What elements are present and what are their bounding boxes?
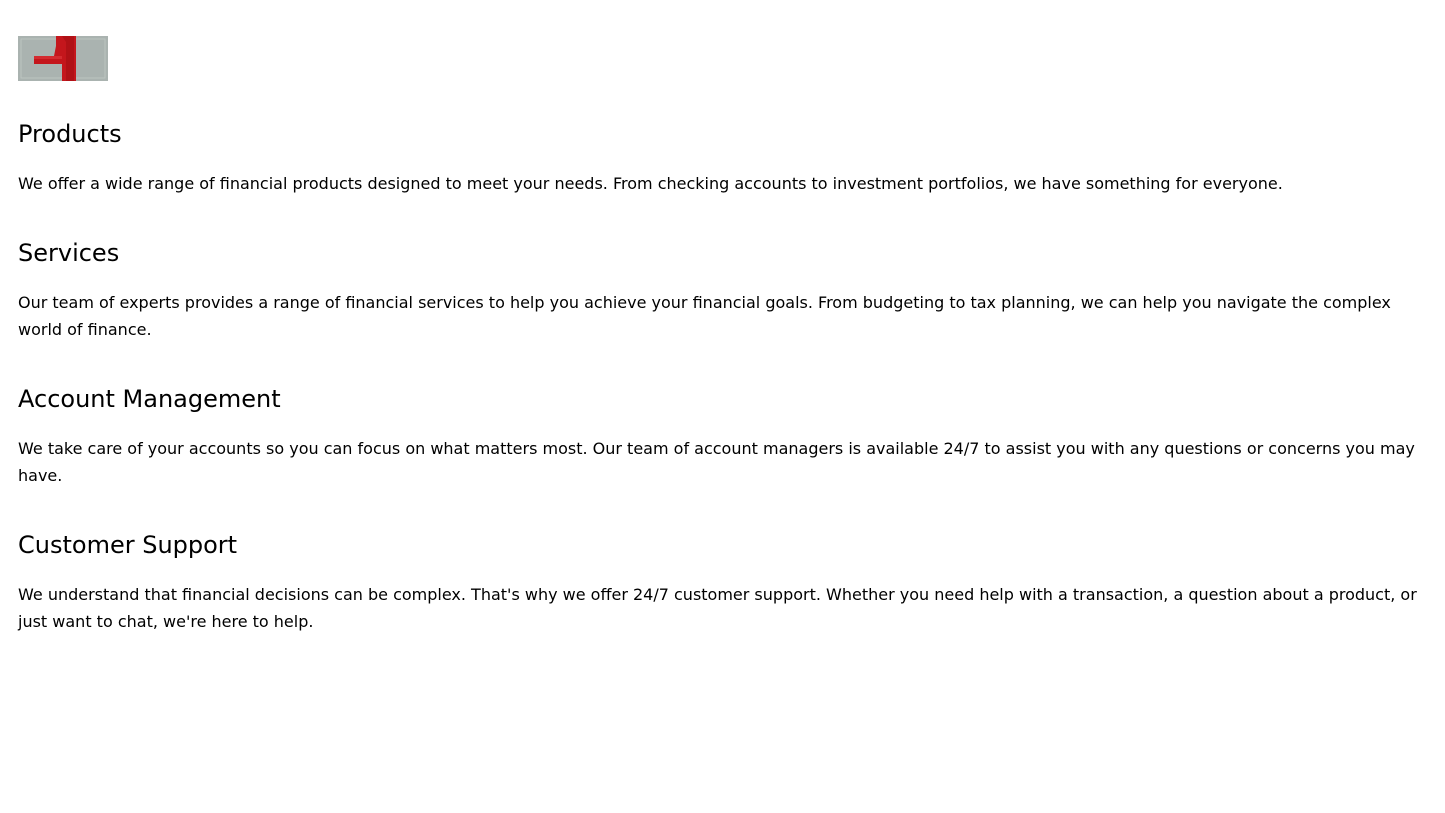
section-services (18, 238, 1427, 343)
section-title-customer-support: Customer Support (18, 531, 238, 559)
section-body-services: Our team of experts provides a range of financial services to help you achieve your financial goals. From budgeting to tax planning, we can help you navigate the complex world of finance. (18, 293, 1391, 339)
section-body-products: We offer a wide range of financial products designed to meet your needs. From checking accounts to investment portfolios, we have something for everyone. (18, 174, 1283, 193)
logo-image (18, 36, 108, 81)
section-title-products: Products (18, 120, 122, 148)
section-products (18, 119, 1427, 197)
section-account-management (18, 384, 1427, 489)
section-customer-support (18, 530, 1427, 635)
section-body-customer-support: We understand that financial decisions can be complex. That's why we offer 24/7 customer support. Whether you need help with a transaction, a question about a product, or just want to chat, we're here to help. (18, 585, 1417, 631)
section-body-account-management: We take care of your accounts so you can focus on what matters most. Our team of account managers is available 24/7 to assist you with any questions or concerns you may have. (18, 439, 1415, 485)
section-title-account-management: Account Management (18, 385, 281, 413)
section-title-services: Services (18, 239, 120, 267)
